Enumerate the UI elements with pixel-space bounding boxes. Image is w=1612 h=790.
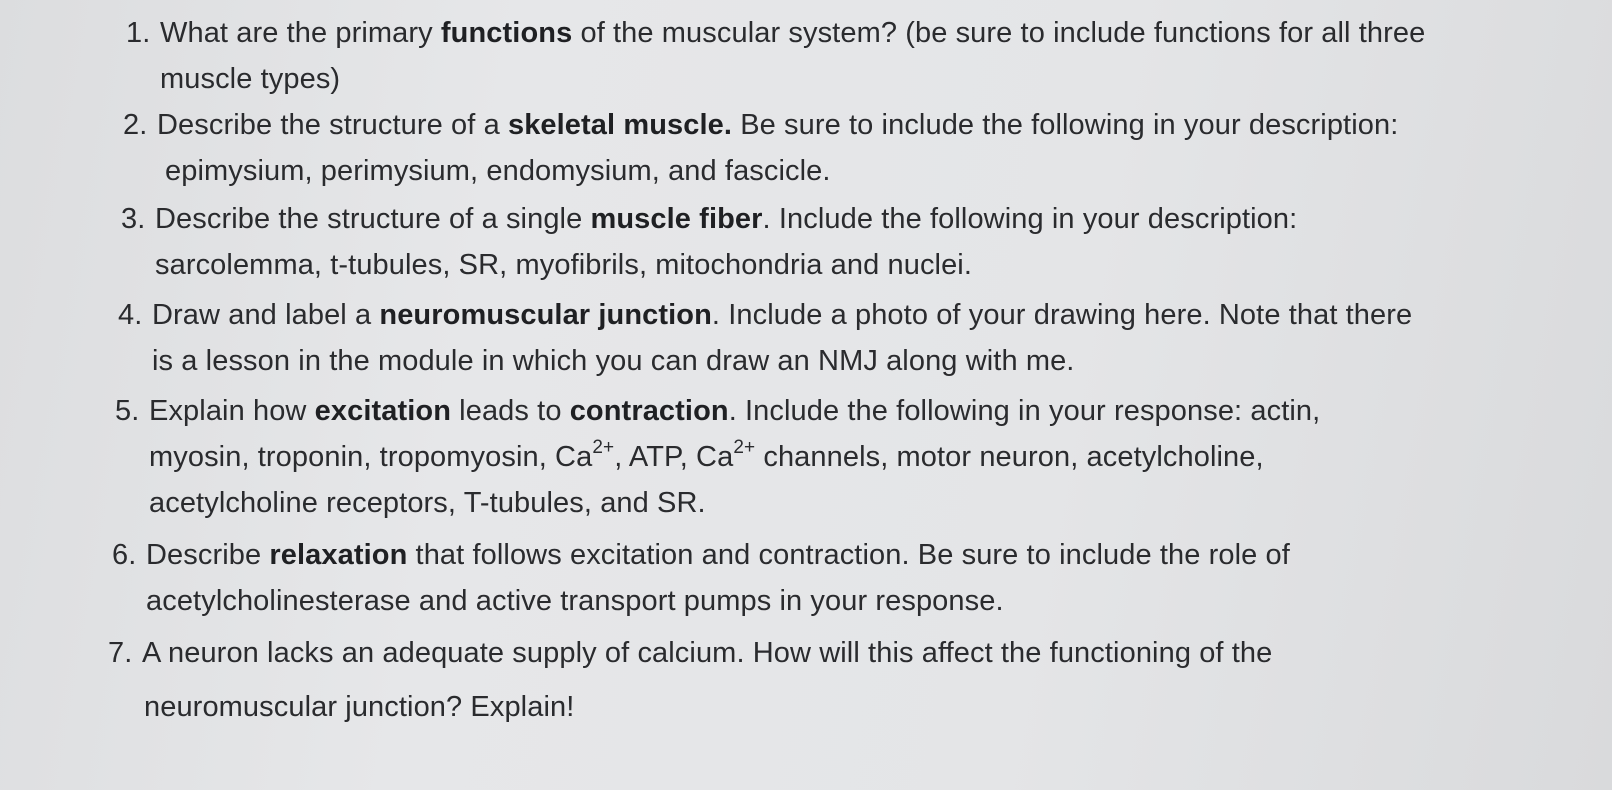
question-number: 5. xyxy=(115,395,140,427)
bold-term: skeletal muscle. xyxy=(507,109,733,141)
question-6 xyxy=(112,532,1290,624)
question-number: 2. xyxy=(123,109,148,141)
question-text: Describe the structure of a xyxy=(157,109,508,141)
question-text: Explain how xyxy=(149,395,315,427)
question-number: 1. xyxy=(126,17,151,49)
question-number: 4. xyxy=(118,299,143,331)
question-text: acetylcholinesterase and active transport pumps in your response. xyxy=(146,585,1004,617)
bold-term: contraction xyxy=(569,395,729,427)
question-text: What are the primary xyxy=(160,17,441,49)
question-text: is a lesson in the module in which you can draw an NMJ along with me. xyxy=(152,345,1075,377)
question-text: . Include the following in your description: xyxy=(762,203,1298,235)
question-text: muscle types) xyxy=(160,63,341,95)
question-text: . Include the following in your response: actin, xyxy=(728,395,1321,427)
superscript: 2+ xyxy=(592,437,615,459)
question-text: epimysium, perimysium, endomysium, and fascicle. xyxy=(165,155,831,187)
superscript: 2+ xyxy=(733,437,756,459)
bold-term: muscle fiber xyxy=(590,203,763,235)
question-number: 3. xyxy=(121,203,146,235)
question-number: 7. xyxy=(108,637,133,669)
question-text: leads to xyxy=(451,395,570,427)
question-text: Describe xyxy=(146,539,270,571)
bold-term: relaxation xyxy=(269,539,408,571)
question-text: Be sure to include the following in your description: xyxy=(732,109,1399,141)
question-7 xyxy=(108,630,1272,730)
bold-term: neuromuscular junction xyxy=(379,299,712,331)
question-3 xyxy=(121,196,1297,288)
question-text: myosin, troponin, tropomyosin, Ca xyxy=(149,441,593,473)
question-text: , ATP, Ca xyxy=(614,441,734,473)
question-text: sarcolemma, t-tubules, SR, myofibrils, mitochondria and nuclei. xyxy=(155,249,973,281)
question-text: Describe the structure of a single xyxy=(155,203,591,235)
question-text: channels, motor neuron, acetylcholine, xyxy=(755,441,1264,473)
question-text: acetylcholine receptors, T-tubules, and SR. xyxy=(149,487,706,519)
question-text: neuromuscular junction? Explain! xyxy=(144,691,575,723)
bold-term: functions xyxy=(440,17,573,49)
question-1 xyxy=(126,10,1425,102)
question-4 xyxy=(118,292,1412,384)
question-5 xyxy=(115,388,1320,526)
question-text: of the muscular system? (be sure to include functions for all three xyxy=(572,17,1426,49)
question-number: 6. xyxy=(112,539,137,571)
question-text: . Include a photo of your drawing here. Note that there xyxy=(711,299,1413,331)
question-text: Draw and label a xyxy=(152,299,380,331)
question-2 xyxy=(123,102,1398,194)
bold-term: excitation xyxy=(314,395,452,427)
question-text: that follows excitation and contraction. Be sure to include the role of xyxy=(407,539,1290,571)
question-text: A neuron lacks an adequate supply of calcium. How will this affect the functioning of the xyxy=(142,637,1273,669)
